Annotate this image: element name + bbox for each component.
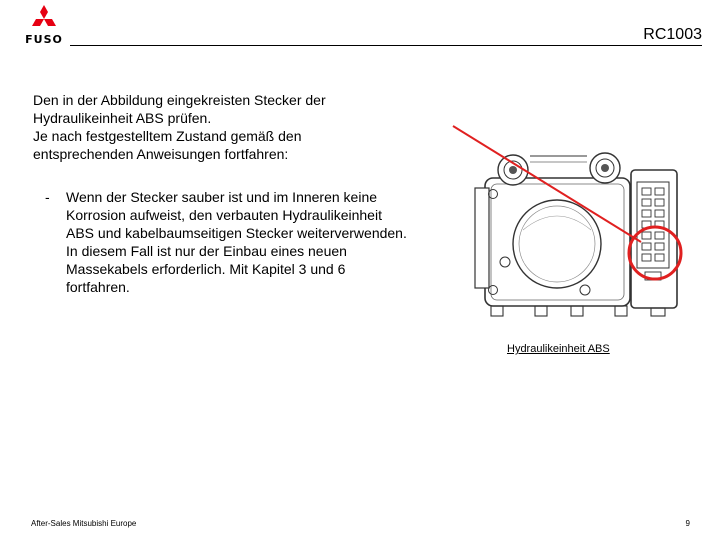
footer-company: After-Sales Mitsubishi Europe [31, 519, 137, 528]
bullet-text [66, 188, 407, 296]
bullet-line: Massekabels erforderlich. Mit Kapitel 3 und 6 [66, 261, 346, 277]
document-code: RC1003 [643, 26, 702, 43]
page-number: 9 [685, 519, 690, 528]
three-diamonds-icon [22, 4, 66, 34]
intro-line: entsprechenden Anweisungen fortfahren: [33, 146, 289, 162]
bullet-marker: - [45, 189, 50, 205]
intro-line: Den in der Abbildung eingekreisten Stecker der [33, 92, 326, 108]
intro-line: Je nach festgestelltem Zustand gemäß den [33, 128, 302, 144]
abs-hydraulic-unit-figure [445, 122, 685, 327]
intro-paragraph [33, 91, 413, 163]
header-divider [70, 45, 702, 46]
bullet-line: Wenn der Stecker sauber ist und im Inneren keine [66, 189, 378, 205]
bullet-line: fortfahren. [66, 279, 130, 295]
intro-line: Hydraulikeinheit ABS prüfen. [33, 110, 212, 126]
brand-wordmark: FUSO [25, 33, 63, 46]
bullet-line: ABS und kabelbaumseitigen Stecker weiterverwenden. [66, 225, 407, 241]
figure-caption: Hydraulikeinheit ABS [507, 343, 610, 355]
bullet-line: Korrosion aufweist, den verbauten Hydraulikeinheit [66, 207, 382, 223]
fuso-logo [22, 4, 66, 46]
bullet-line: In diesem Fall ist nur der Einbau eines neuen [66, 243, 347, 259]
